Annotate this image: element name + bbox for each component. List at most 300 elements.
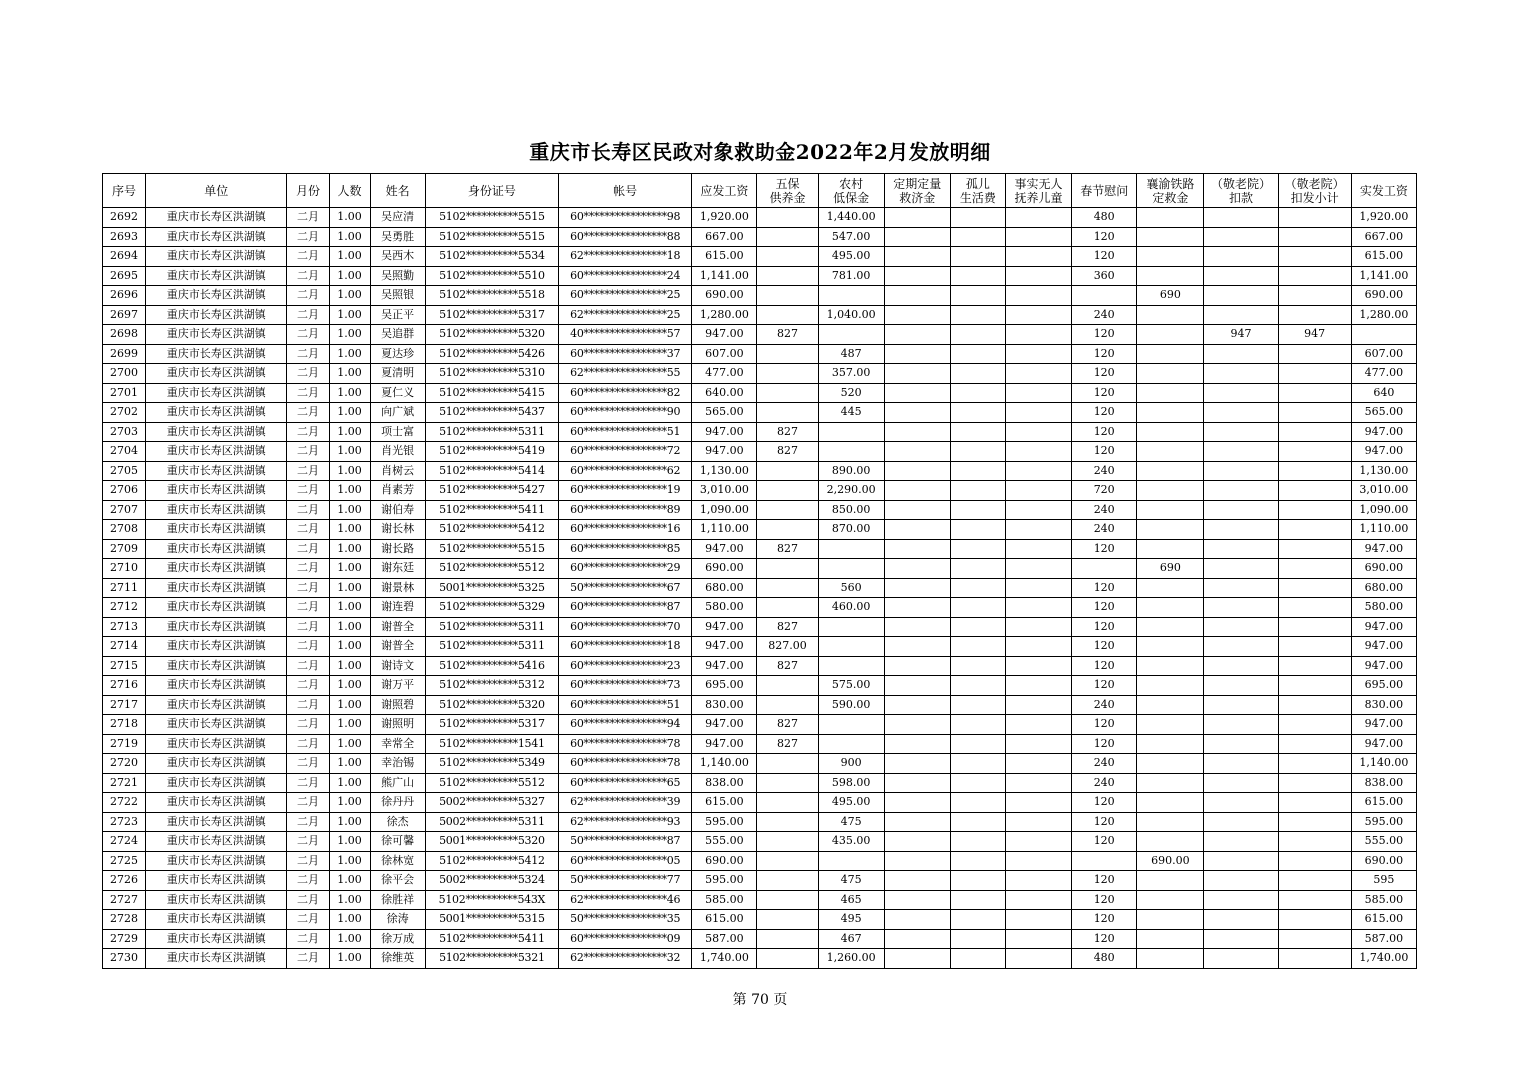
- cell-spring-festival: 120: [1072, 578, 1137, 598]
- cell-count: 1.00: [329, 500, 370, 520]
- table-row: [103, 812, 1417, 832]
- table-row: [103, 325, 1417, 345]
- cell-de-facto-orphan: [1005, 949, 1071, 969]
- table-row: [103, 578, 1417, 598]
- cell-net-pay: 1,130.00: [1351, 461, 1416, 481]
- cell-account: 50****************67: [559, 578, 692, 598]
- cell-spring-festival: 120: [1072, 403, 1137, 423]
- cell-orphan-allowance: [950, 637, 1005, 657]
- cell-xiangyu-railway: [1137, 754, 1204, 774]
- cell-nursing-home-subtotal: [1278, 286, 1351, 306]
- cell-de-facto-orphan: [1005, 773, 1071, 793]
- cell-name: 幸治锡: [370, 754, 425, 774]
- cell-month: 二月: [287, 403, 329, 423]
- cell-month: 二月: [287, 754, 329, 774]
- cell-rural-dibao: [818, 656, 884, 676]
- cell-wubao-support: [757, 559, 818, 579]
- cell-net-pay: 615.00: [1351, 247, 1416, 267]
- cell-name: 熊广山: [370, 773, 425, 793]
- table-row: [103, 422, 1417, 442]
- cell-seq: 2695: [103, 266, 146, 286]
- cell-nursing-home-subtotal: [1278, 734, 1351, 754]
- cell-wubao-support: [757, 500, 818, 520]
- cell-spring-festival: 120: [1072, 364, 1137, 384]
- cell-fixed-relief: [884, 890, 950, 910]
- cell-unit: 重庆市长寿区洪湖镇: [146, 851, 287, 871]
- cell-wubao-support: [757, 598, 818, 618]
- cell-nursing-home-deduction: [1204, 247, 1278, 267]
- cell-spring-festival: 240: [1072, 500, 1137, 520]
- cell-id-number: 5102**********543X: [425, 890, 558, 910]
- cell-nursing-home-deduction: [1204, 598, 1278, 618]
- table-row: [103, 676, 1417, 696]
- cell-gross-pay: 1,110.00: [692, 520, 757, 540]
- cell-unit: 重庆市长寿区洪湖镇: [146, 481, 287, 501]
- cell-spring-festival: 120: [1072, 598, 1137, 618]
- cell-account: 60****************89: [559, 500, 692, 520]
- cell-id-number: 5001**********5315: [425, 910, 558, 930]
- cell-wubao-support: [757, 929, 818, 949]
- cell-unit: 重庆市长寿区洪湖镇: [146, 812, 287, 832]
- cell-spring-festival: 240: [1072, 754, 1137, 774]
- cell-fixed-relief: [884, 812, 950, 832]
- cell-seq: 2701: [103, 383, 146, 403]
- cell-de-facto-orphan: [1005, 734, 1071, 754]
- cell-name: 吴照勤: [370, 266, 425, 286]
- cell-nursing-home-subtotal: [1278, 656, 1351, 676]
- cell-fixed-relief: [884, 617, 950, 637]
- cell-rural-dibao: [818, 539, 884, 559]
- cell-nursing-home-subtotal: [1278, 695, 1351, 715]
- cell-fixed-relief: [884, 676, 950, 696]
- cell-orphan-allowance: [950, 500, 1005, 520]
- cell-account: 60****************29: [559, 559, 692, 579]
- cell-name: 肖素芳: [370, 481, 425, 501]
- cell-nursing-home-deduction: [1204, 422, 1278, 442]
- cell-count: 1.00: [329, 422, 370, 442]
- cell-account: 60****************88: [559, 227, 692, 247]
- cell-nursing-home-deduction: [1204, 481, 1278, 501]
- cell-rural-dibao: [818, 637, 884, 657]
- cell-de-facto-orphan: [1005, 559, 1071, 579]
- cell-month: 二月: [287, 364, 329, 384]
- cell-gross-pay: 690.00: [692, 851, 757, 871]
- cell-net-pay: 615.00: [1351, 910, 1416, 930]
- table-row: [103, 637, 1417, 657]
- cell-name: 谢东廷: [370, 559, 425, 579]
- cell-seq: 2720: [103, 754, 146, 774]
- cell-gross-pay: 680.00: [692, 578, 757, 598]
- cell-gross-pay: 607.00: [692, 344, 757, 364]
- table-row: [103, 910, 1417, 930]
- cell-spring-festival: 120: [1072, 890, 1137, 910]
- cell-spring-festival: 240: [1072, 695, 1137, 715]
- cell-month: 二月: [287, 520, 329, 540]
- header-col-unit: 单位: [146, 174, 287, 208]
- table-row: [103, 227, 1417, 247]
- cell-unit: 重庆市长寿区洪湖镇: [146, 286, 287, 306]
- cell-net-pay: 555.00: [1351, 832, 1416, 852]
- table-row: [103, 617, 1417, 637]
- cell-name: 谢照明: [370, 715, 425, 735]
- cell-orphan-allowance: [950, 598, 1005, 618]
- cell-de-facto-orphan: [1005, 812, 1071, 832]
- cell-net-pay: 667.00: [1351, 227, 1416, 247]
- cell-spring-festival: 120: [1072, 929, 1137, 949]
- cell-net-pay: 947.00: [1351, 422, 1416, 442]
- cell-rural-dibao: [818, 617, 884, 637]
- cell-gross-pay: 565.00: [692, 403, 757, 423]
- cell-spring-festival: 720: [1072, 481, 1137, 501]
- cell-nursing-home-deduction: [1204, 793, 1278, 813]
- cell-fixed-relief: [884, 266, 950, 286]
- cell-wubao-support: [757, 773, 818, 793]
- cell-name: 徐涛: [370, 910, 425, 930]
- header-col-seq: 序号: [103, 174, 146, 208]
- cell-name: 徐林宽: [370, 851, 425, 871]
- cell-de-facto-orphan: [1005, 637, 1071, 657]
- cell-account: 60****************37: [559, 344, 692, 364]
- cell-orphan-allowance: [950, 286, 1005, 306]
- cell-nursing-home-subtotal: [1278, 676, 1351, 696]
- cell-xiangyu-railway: [1137, 442, 1204, 462]
- cell-xiangyu-railway: [1137, 793, 1204, 813]
- cell-month: 二月: [287, 442, 329, 462]
- cell-net-pay: 680.00: [1351, 578, 1416, 598]
- cell-nursing-home-deduction: [1204, 812, 1278, 832]
- cell-count: 1.00: [329, 598, 370, 618]
- cell-wubao-support: 827: [757, 656, 818, 676]
- cell-xiangyu-railway: [1137, 344, 1204, 364]
- cell-nursing-home-subtotal: [1278, 929, 1351, 949]
- cell-nursing-home-deduction: [1204, 266, 1278, 286]
- cell-net-pay: 1,280.00: [1351, 305, 1416, 325]
- cell-de-facto-orphan: [1005, 461, 1071, 481]
- cell-id-number: 5102**********5311: [425, 637, 558, 657]
- cell-account: 60****************51: [559, 695, 692, 715]
- cell-spring-festival: 120: [1072, 812, 1137, 832]
- cell-seq: 2717: [103, 695, 146, 715]
- cell-rural-dibao: 781.00: [818, 266, 884, 286]
- cell-unit: 重庆市长寿区洪湖镇: [146, 754, 287, 774]
- cell-gross-pay: 667.00: [692, 227, 757, 247]
- cell-wubao-support: [757, 676, 818, 696]
- cell-month: 二月: [287, 539, 329, 559]
- cell-gross-pay: 690.00: [692, 286, 757, 306]
- cell-net-pay: [1351, 325, 1416, 345]
- cell-gross-pay: 1,141.00: [692, 266, 757, 286]
- cell-gross-pay: 947.00: [692, 656, 757, 676]
- cell-xiangyu-railway: [1137, 949, 1204, 969]
- cell-de-facto-orphan: [1005, 539, 1071, 559]
- cell-name: 谢照碧: [370, 695, 425, 715]
- cell-spring-festival: 120: [1072, 910, 1137, 930]
- cell-gross-pay: 3,010.00: [692, 481, 757, 501]
- cell-nursing-home-deduction: [1204, 442, 1278, 462]
- cell-seq: 2729: [103, 929, 146, 949]
- cell-fixed-relief: [884, 325, 950, 345]
- cell-nursing-home-deduction: [1204, 227, 1278, 247]
- cell-account: 60****************23: [559, 656, 692, 676]
- cell-account: 62****************32: [559, 949, 692, 969]
- cell-unit: 重庆市长寿区洪湖镇: [146, 617, 287, 637]
- cell-rural-dibao: 575.00: [818, 676, 884, 696]
- cell-seq: 2708: [103, 520, 146, 540]
- cell-count: 1.00: [329, 871, 370, 891]
- cell-de-facto-orphan: [1005, 442, 1071, 462]
- cell-account: 60****************62: [559, 461, 692, 481]
- cell-xiangyu-railway: [1137, 305, 1204, 325]
- cell-name: 吴应清: [370, 208, 425, 228]
- cell-wubao-support: 827.00: [757, 637, 818, 657]
- cell-month: 二月: [287, 286, 329, 306]
- cell-rural-dibao: 850.00: [818, 500, 884, 520]
- cell-fixed-relief: [884, 539, 950, 559]
- table-row: [103, 383, 1417, 403]
- cell-xiangyu-railway: [1137, 929, 1204, 949]
- cell-xiangyu-railway: [1137, 910, 1204, 930]
- cell-rural-dibao: 475: [818, 812, 884, 832]
- cell-xiangyu-railway: [1137, 832, 1204, 852]
- cell-seq: 2696: [103, 286, 146, 306]
- cell-month: 二月: [287, 422, 329, 442]
- cell-rural-dibao: [818, 734, 884, 754]
- cell-fixed-relief: [884, 403, 950, 423]
- cell-id-number: 5102**********1541: [425, 734, 558, 754]
- cell-orphan-allowance: [950, 422, 1005, 442]
- cell-nursing-home-subtotal: [1278, 949, 1351, 969]
- relief-payment-table: [102, 173, 1417, 969]
- cell-month: 二月: [287, 715, 329, 735]
- cell-nursing-home-deduction: [1204, 676, 1278, 696]
- cell-month: 二月: [287, 832, 329, 852]
- cell-nursing-home-subtotal: [1278, 442, 1351, 462]
- cell-nursing-home-deduction: [1204, 559, 1278, 579]
- cell-id-number: 5102**********5321: [425, 949, 558, 969]
- cell-name: 徐可馨: [370, 832, 425, 852]
- cell-de-facto-orphan: [1005, 422, 1071, 442]
- cell-orphan-allowance: [950, 617, 1005, 637]
- cell-name: 徐维英: [370, 949, 425, 969]
- cell-id-number: 5102**********5310: [425, 364, 558, 384]
- cell-unit: 重庆市长寿区洪湖镇: [146, 949, 287, 969]
- cell-net-pay: 587.00: [1351, 929, 1416, 949]
- cell-net-pay: 1,920.00: [1351, 208, 1416, 228]
- table-row: [103, 754, 1417, 774]
- cell-de-facto-orphan: [1005, 325, 1071, 345]
- cell-name: 徐丹丹: [370, 793, 425, 813]
- cell-de-facto-orphan: [1005, 383, 1071, 403]
- table-row: [103, 715, 1417, 735]
- cell-nursing-home-subtotal: [1278, 208, 1351, 228]
- table-row: [103, 773, 1417, 793]
- cell-name: 吴追群: [370, 325, 425, 345]
- header-row: [103, 174, 1417, 208]
- table-row: [103, 364, 1417, 384]
- cell-wubao-support: 827: [757, 325, 818, 345]
- cell-name: 谢万平: [370, 676, 425, 696]
- cell-count: 1.00: [329, 832, 370, 852]
- cell-month: 二月: [287, 266, 329, 286]
- cell-xiangyu-railway: [1137, 500, 1204, 520]
- cell-name: 徐杰: [370, 812, 425, 832]
- cell-net-pay: 947.00: [1351, 715, 1416, 735]
- cell-xiangyu-railway: [1137, 481, 1204, 501]
- cell-rural-dibao: [818, 325, 884, 345]
- table-row: [103, 247, 1417, 267]
- cell-unit: 重庆市长寿区洪湖镇: [146, 442, 287, 462]
- header-col-count: 人数: [329, 174, 370, 208]
- cell-seq: 2725: [103, 851, 146, 871]
- cell-orphan-allowance: [950, 305, 1005, 325]
- cell-fixed-relief: [884, 247, 950, 267]
- table-row: [103, 461, 1417, 481]
- cell-unit: 重庆市长寿区洪湖镇: [146, 208, 287, 228]
- cell-gross-pay: 587.00: [692, 929, 757, 949]
- cell-wubao-support: [757, 208, 818, 228]
- cell-name: 吴西木: [370, 247, 425, 267]
- cell-xiangyu-railway: [1137, 578, 1204, 598]
- cell-xiangyu-railway: [1137, 403, 1204, 423]
- cell-id-number: 5102**********5414: [425, 461, 558, 481]
- cell-gross-pay: 695.00: [692, 676, 757, 696]
- cell-fixed-relief: [884, 500, 950, 520]
- cell-nursing-home-deduction: [1204, 949, 1278, 969]
- cell-month: 二月: [287, 910, 329, 930]
- cell-id-number: 5102**********5411: [425, 929, 558, 949]
- cell-account: 60****************87: [559, 598, 692, 618]
- cell-id-number: 5102**********5415: [425, 383, 558, 403]
- header-col-nursing-home-deduction: （敬老院） 扣款: [1204, 174, 1278, 208]
- cell-wubao-support: [757, 871, 818, 891]
- cell-seq: 2693: [103, 227, 146, 247]
- cell-net-pay: 838.00: [1351, 773, 1416, 793]
- cell-rural-dibao: 357.00: [818, 364, 884, 384]
- cell-spring-festival: 120: [1072, 344, 1137, 364]
- cell-unit: 重庆市长寿区洪湖镇: [146, 344, 287, 364]
- cell-name: 徐万成: [370, 929, 425, 949]
- cell-rural-dibao: 598.00: [818, 773, 884, 793]
- cell-orphan-allowance: [950, 676, 1005, 696]
- cell-unit: 重庆市长寿区洪湖镇: [146, 929, 287, 949]
- cell-wubao-support: [757, 520, 818, 540]
- cell-wubao-support: [757, 578, 818, 598]
- cell-month: 二月: [287, 734, 329, 754]
- cell-id-number: 5102**********5426: [425, 344, 558, 364]
- cell-seq: 2718: [103, 715, 146, 735]
- cell-seq: 2716: [103, 676, 146, 696]
- cell-gross-pay: 947.00: [692, 734, 757, 754]
- cell-fixed-relief: [884, 578, 950, 598]
- cell-name: 吴照银: [370, 286, 425, 306]
- cell-orphan-allowance: [950, 364, 1005, 384]
- cell-seq: 2713: [103, 617, 146, 637]
- cell-nursing-home-subtotal: [1278, 227, 1351, 247]
- cell-spring-festival: 480: [1072, 208, 1137, 228]
- cell-fixed-relief: [884, 227, 950, 247]
- cell-seq: 2724: [103, 832, 146, 852]
- cell-gross-pay: 477.00: [692, 364, 757, 384]
- cell-count: 1.00: [329, 734, 370, 754]
- cell-count: 1.00: [329, 929, 370, 949]
- cell-nursing-home-subtotal: [1278, 832, 1351, 852]
- cell-net-pay: 615.00: [1351, 793, 1416, 813]
- cell-fixed-relief: [884, 929, 950, 949]
- cell-gross-pay: 555.00: [692, 832, 757, 852]
- cell-count: 1.00: [329, 442, 370, 462]
- cell-name: 谢普全: [370, 637, 425, 657]
- cell-nursing-home-subtotal: [1278, 812, 1351, 832]
- cell-wubao-support: [757, 910, 818, 930]
- cell-unit: 重庆市长寿区洪湖镇: [146, 773, 287, 793]
- cell-spring-festival: 120: [1072, 656, 1137, 676]
- cell-id-number: 5102**********5320: [425, 695, 558, 715]
- table-row: [103, 286, 1417, 306]
- cell-xiangyu-railway: [1137, 364, 1204, 384]
- cell-id-number: 5102**********5518: [425, 286, 558, 306]
- cell-orphan-allowance: [950, 851, 1005, 871]
- cell-xiangyu-railway: 690.00: [1137, 851, 1204, 871]
- cell-id-number: 5102**********5515: [425, 208, 558, 228]
- cell-unit: 重庆市长寿区洪湖镇: [146, 539, 287, 559]
- cell-nursing-home-deduction: [1204, 305, 1278, 325]
- cell-name: 幸常全: [370, 734, 425, 754]
- header-col-de-facto-orphan: 事实无人 抚养儿童: [1005, 174, 1071, 208]
- cell-wubao-support: [757, 890, 818, 910]
- cell-account: 50****************87: [559, 832, 692, 852]
- cell-count: 1.00: [329, 227, 370, 247]
- cell-unit: 重庆市长寿区洪湖镇: [146, 598, 287, 618]
- cell-xiangyu-railway: [1137, 871, 1204, 891]
- cell-fixed-relief: [884, 305, 950, 325]
- header-col-month: 月份: [287, 174, 329, 208]
- header-col-xiangyu-railway: 襄渝铁路 定救金: [1137, 174, 1204, 208]
- cell-name: 谢诗文: [370, 656, 425, 676]
- cell-month: 二月: [287, 461, 329, 481]
- cell-xiangyu-railway: [1137, 539, 1204, 559]
- cell-id-number: 5102**********5510: [425, 266, 558, 286]
- cell-account: 60****************90: [559, 403, 692, 423]
- cell-month: 二月: [287, 929, 329, 949]
- cell-account: 60****************24: [559, 266, 692, 286]
- cell-net-pay: 1,740.00: [1351, 949, 1416, 969]
- cell-unit: 重庆市长寿区洪湖镇: [146, 227, 287, 247]
- table-row: [103, 890, 1417, 910]
- cell-seq: 2699: [103, 344, 146, 364]
- cell-net-pay: 565.00: [1351, 403, 1416, 423]
- cell-nursing-home-deduction: [1204, 715, 1278, 735]
- cell-rural-dibao: [818, 559, 884, 579]
- cell-gross-pay: 947.00: [692, 442, 757, 462]
- cell-wubao-support: [757, 403, 818, 423]
- cell-net-pay: 830.00: [1351, 695, 1416, 715]
- cell-spring-festival: 120: [1072, 676, 1137, 696]
- cell-count: 1.00: [329, 773, 370, 793]
- cell-orphan-allowance: [950, 559, 1005, 579]
- cell-count: 1.00: [329, 793, 370, 813]
- cell-seq: 2698: [103, 325, 146, 345]
- cell-xiangyu-railway: [1137, 520, 1204, 540]
- cell-count: 1.00: [329, 910, 370, 930]
- cell-gross-pay: 947.00: [692, 715, 757, 735]
- header-col-net-pay: 实发工资: [1351, 174, 1416, 208]
- cell-rural-dibao: [818, 442, 884, 462]
- cell-spring-festival: 120: [1072, 247, 1137, 267]
- cell-seq: 2702: [103, 403, 146, 423]
- cell-gross-pay: 830.00: [692, 695, 757, 715]
- cell-orphan-allowance: [950, 832, 1005, 852]
- cell-rural-dibao: 560: [818, 578, 884, 598]
